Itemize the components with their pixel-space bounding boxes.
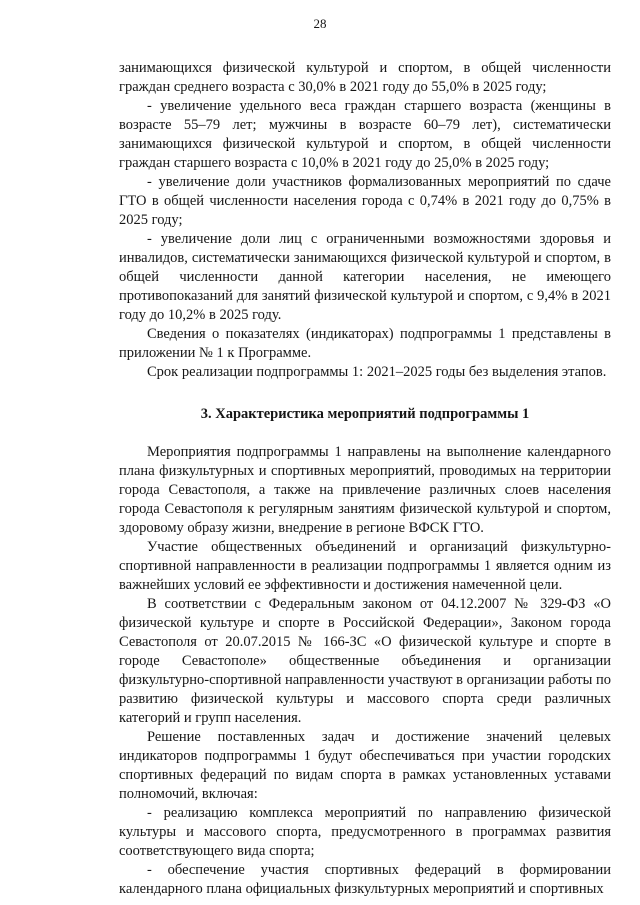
paragraph-measures-aim: Мероприятия подпрограммы 1 направлены на выполнение календарного плана физкультурных и спортивных мероприятий, проводимых на территории города Севастополя, а также на привлечение различных слоев населения города Севастополя к регулярным занятиям физической культурой и спортом, здоровому образу жизни, внедрение в регионе ВФСК ГТО.	[119, 444, 611, 536]
list-item-federations-participation: - обеспечение участия спортивных федераций в формировании календарного плана официальных физкультурных мероприятий и спортивных	[119, 862, 611, 897]
section-heading: 3. Характеристика мероприятий подпрограммы 1	[200, 406, 530, 422]
page-number: 28	[313, 16, 327, 31]
paragraph-term: Срок реализации подпрограммы 1: 2021–2025 годы без выделения этапов.	[147, 364, 607, 380]
list-item-elderly-share: - увеличение удельного веса граждан старшего возраста (женщины в возрасте 55–79 лет; мужчины в возрасте 60–79 лет), систематически занимающихся физической культурой и спортом, в общей численности граждан старшего возраста с 10,0% в 2021 году до 25,0% в 2025 году;	[119, 98, 611, 171]
paragraph-continuation: занимающихся физической культурой и спортом, в общей численности граждан среднего возраста с 30,0% в 2021 году до 55,0% в 2025 году;	[119, 60, 611, 95]
document-body	[119, 59, 611, 899]
list-item-disabled-share: - увеличение доли лиц с ограниченными возможностями здоровья и инвалидов, систематически занимающихся физической культурой и спортом, в общей численности данной категории населения, не имеющего противопоказаний для занятий физической культурой и спортом, с 9,4% в 2021 году до 10,2% в 2025 году.	[119, 231, 611, 323]
paragraph-tasks-solution: Решение поставленных задач и достижение значений целевых индикаторов подпрограммы 1 будут обеспечиваться при участии городских спортивных федераций по видам спорта в рамках установленных уставами полномочий, включая:	[119, 729, 611, 802]
paragraph-indicators-info: Сведения о показателях (индикаторах) подпрограммы 1 представлены в приложении № 1 к Программе.	[119, 326, 611, 361]
list-item-complex-measures: - реализацию комплекса мероприятий по направлению физической культуры и массового спорта, предусмотренного в программах развития соответствующего вида спорта;	[119, 805, 611, 859]
paragraph-public-associations: Участие общественных объединений и организаций физкультурно-спортивной направленности в реализации подпрограммы 1 является одним из важнейших условий ее эффективности и достижения намеченной цели.	[119, 539, 611, 593]
paragraph-federal-law: В соответствии с Федеральным законом от 04.12.2007 № 329-ФЗ «О физической культуре и спорте в Российской Федерации», Законом города Севастополя от 20.07.2015 № 166-ЗС «О физической культуре и спорте в городе Севастополе» общественные объединения и организации физкультурно-спортивной направленности участвуют в организации работы по развитию физической культуры и массового спорта среди различных категорий и групп населения.	[119, 596, 611, 726]
list-item-gto-share: - увеличение доли участников формализованных мероприятий по сдаче ГТО в общей численности населения города с 0,74% в 2021 году до 0,75% в 2025 году;	[119, 174, 611, 228]
